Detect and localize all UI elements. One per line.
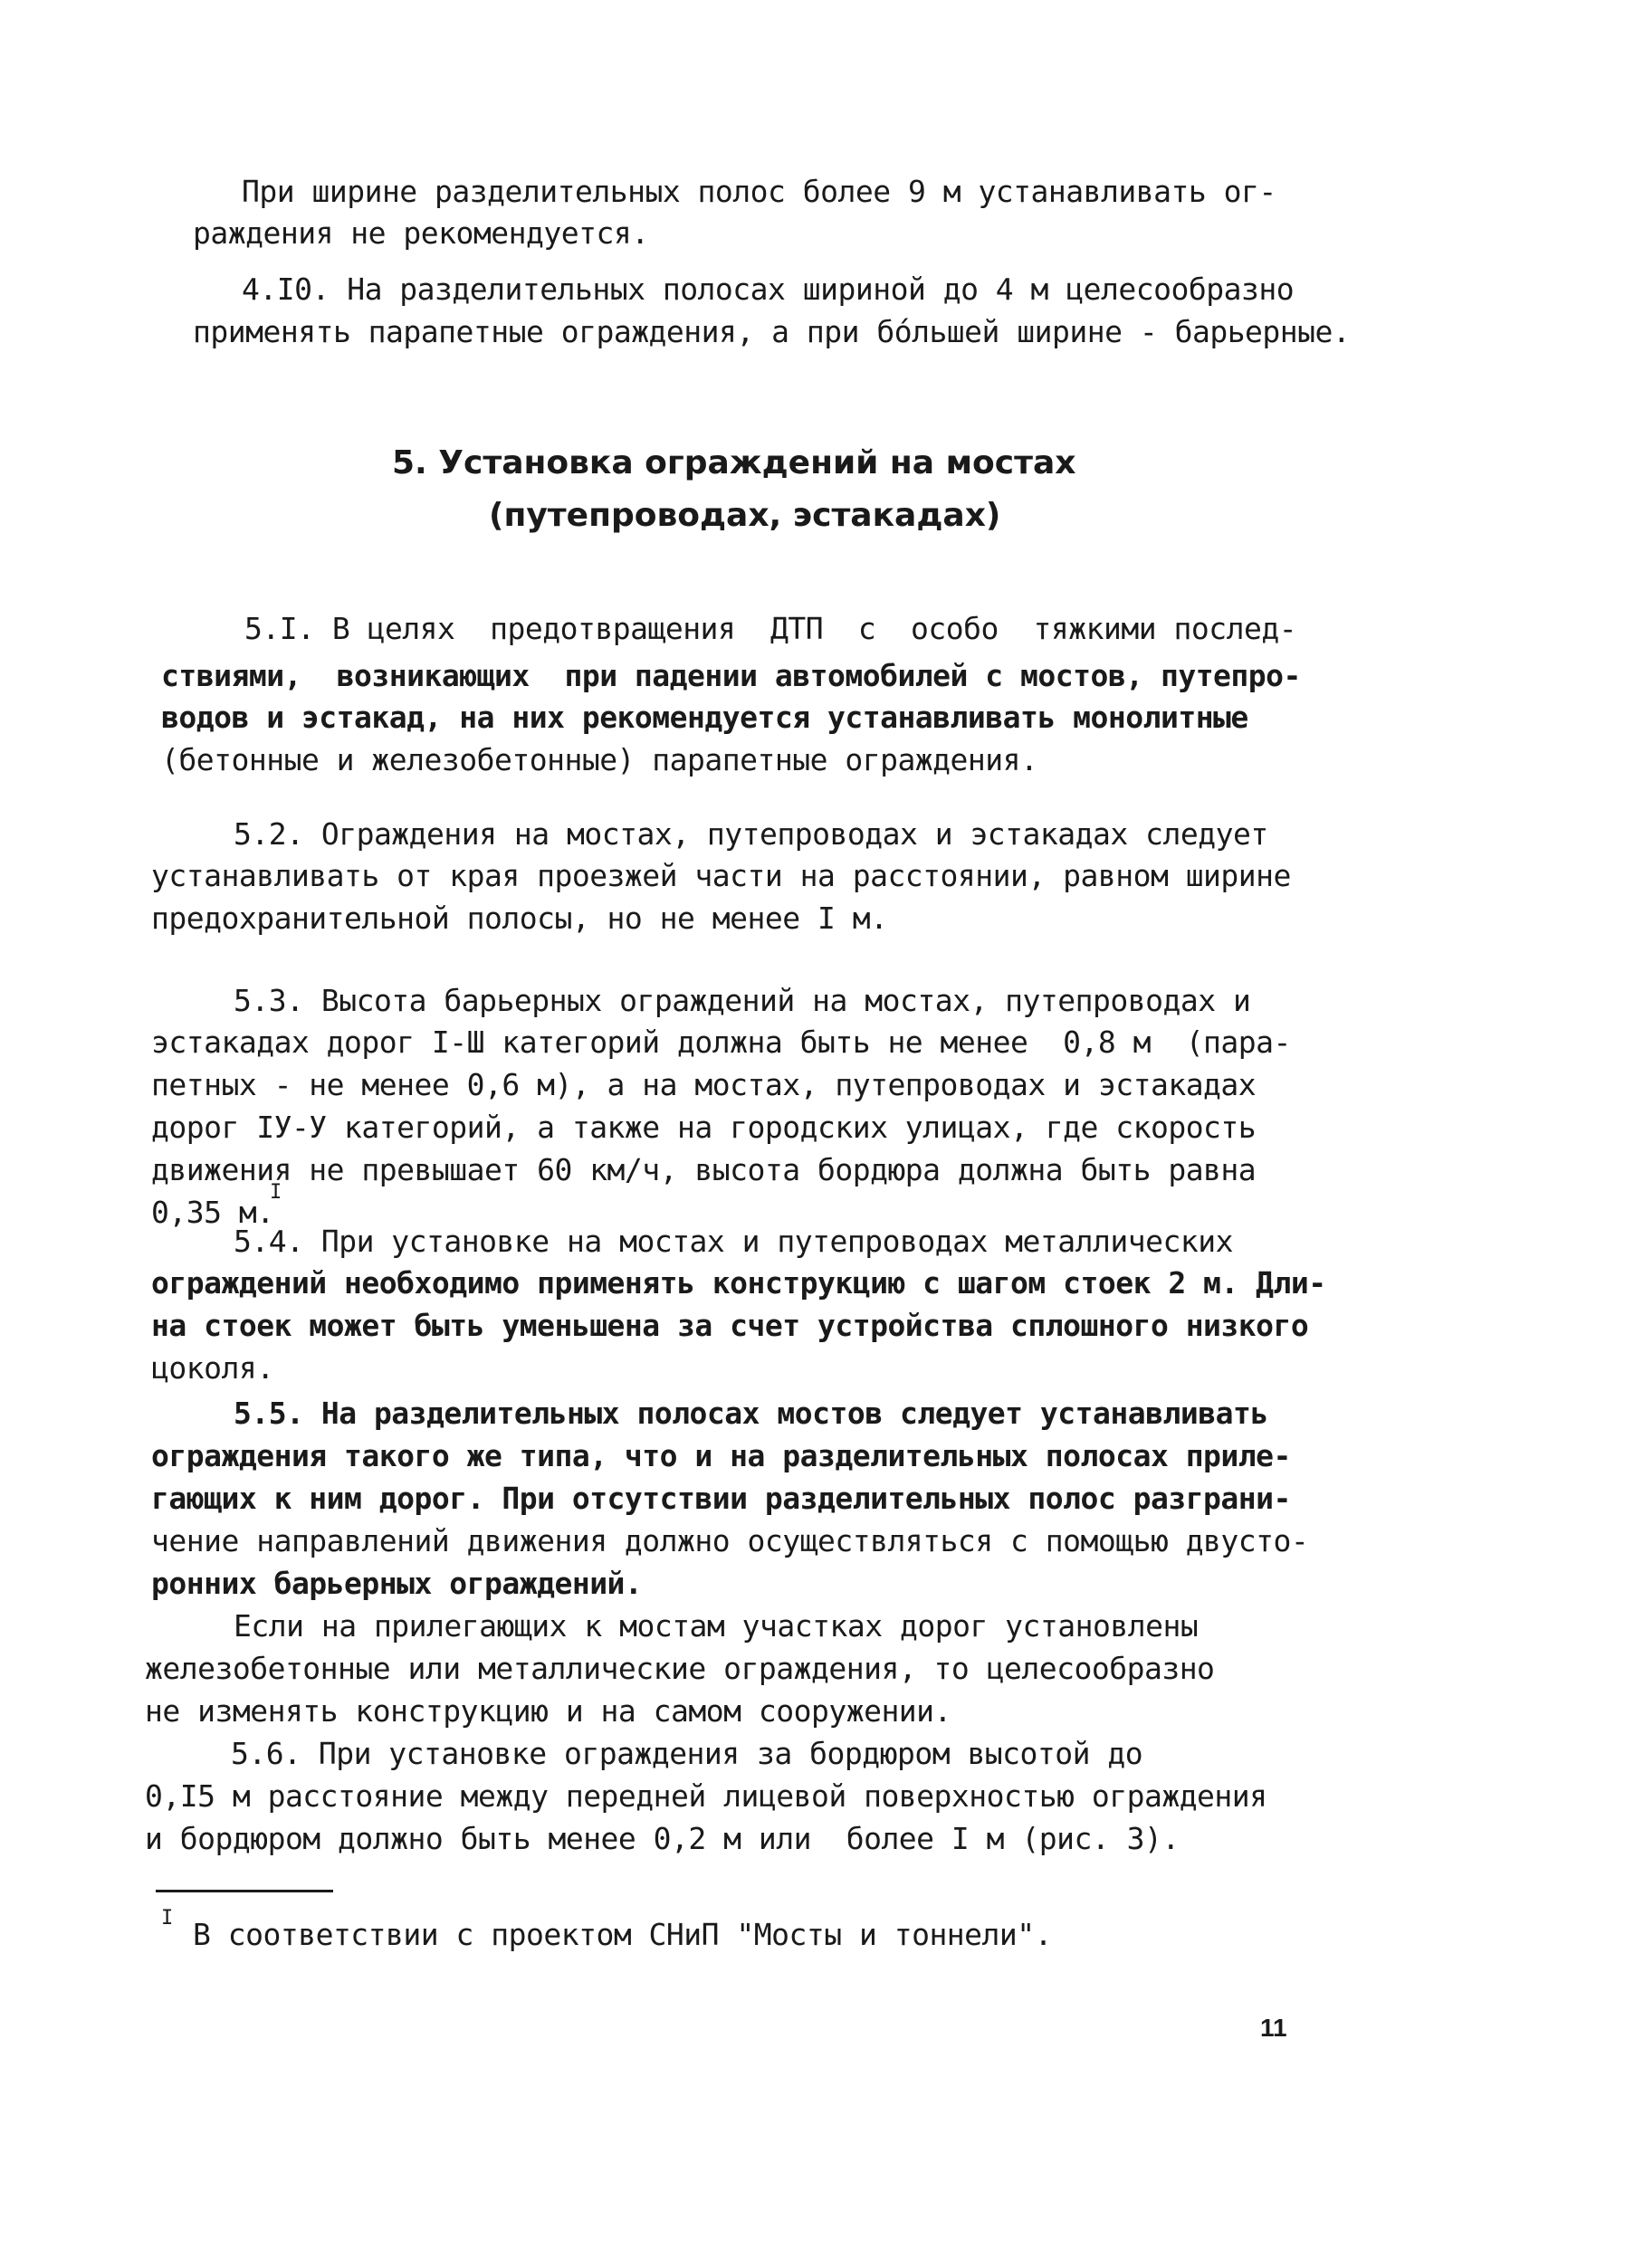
- paragraph-4-10-line-2: применять парапетные ограждения, а при бо́льшей ширине - барьерные.: [193, 314, 1351, 349]
- footnote-reference-mark: I: [270, 1181, 282, 1204]
- paragraph-5-4-line-1: 5.4. При установке на мостах и путепроводах металлических: [234, 1224, 1233, 1259]
- paragraph-5-3-line-6: 0,35 м.: [151, 1195, 274, 1230]
- footnote-text: В соответствии с проектом СНиП "Мосты и тоннели".: [193, 1917, 1053, 1952]
- paragraph-5-5-line-3: гающих к ним дорог. При отсутствии разделительных полос разграни-: [151, 1481, 1291, 1516]
- footnote-separator: [156, 1890, 333, 1892]
- intro-line-1: При ширине разделительных полос более 9 м устанавливать ог-: [242, 174, 1276, 209]
- paragraph-5-1-line-3: водов и эстакад, на них рекомендуется устанавливать монолитные: [161, 700, 1248, 735]
- section-title-line-2: (путепроводах, эстакадах): [489, 497, 1001, 534]
- section-title-line-1: 5. Установка ограждений на мостах: [392, 444, 1076, 481]
- paragraph-5-3-line-1: 5.3. Высота барьерных ограждений на мостах, путепроводах и: [234, 983, 1251, 1018]
- paragraph-5-5-line-1: 5.5. На разделительных полосах мостов следует устанавливать: [234, 1396, 1268, 1431]
- paragraph-5-1-line-2: ствиями, возникающих при падении автомобилей с мостов, путепро-: [161, 658, 1301, 693]
- paragraph-5-5-line-4: чение направлений движения должно осуществляться с помощью двусто-: [151, 1523, 1309, 1558]
- paragraph-5-5-line-5: ронних барьерных ограждений.: [151, 1566, 643, 1601]
- paragraph-5-4-line-4: цоколя.: [151, 1350, 274, 1386]
- page-number: 11: [1260, 2014, 1287, 2042]
- paragraph-5-1-line-1: 5.I. В целях предотвращения ДТП с особо тяжкими послед-: [244, 611, 1297, 646]
- paragraph-5-4-line-2: ограждений необходимо применять конструкцию с шагом стоек 2 м. Дли-: [151, 1265, 1326, 1301]
- intro-line-2: раждения не рекомендуется.: [193, 215, 649, 251]
- paragraph-5-3-line-4: дорог IУ-У категорий, а также на городских улицах, где скорость: [151, 1110, 1257, 1145]
- paragraph-5-3-line-3: петных - не менее 0,6 м), а на мостах, путепроводах и эстакадах: [151, 1067, 1257, 1102]
- paragraph-5-3-line-2: эстакадах дорог I-Ш категорий должна быть не менее 0,8 м (пара-: [151, 1024, 1291, 1060]
- paragraph-4-10-line-1: 4.I0. На разделительных полосах шириной до 4 м целесообразно: [242, 272, 1295, 307]
- paragraph-5-2-line-2: устанавливать от края проезжей части на расстоянии, равном ширине: [151, 858, 1291, 893]
- footnote-mark: I: [161, 1907, 174, 1930]
- paragraph-5-5-line-8: не изменять конструкцию и на самом сооружении.: [145, 1693, 951, 1729]
- paragraph-5-2-line-3: предохранительной полосы, но не менее I м.: [151, 901, 888, 936]
- paragraph-5-5-line-6: Если на прилегающих к мостам участках дорог установлены: [234, 1608, 1199, 1644]
- paragraph-5-5-line-7: железобетонные или металлические ограждения, то целесообразно: [145, 1651, 1215, 1686]
- paragraph-5-6-line-2: 0,I5 м расстояние между передней лицевой поверхностью ограждения: [145, 1778, 1267, 1814]
- paragraph-5-6-line-1: 5.6. При установке ограждения за бордюром высотой до: [231, 1736, 1143, 1771]
- paragraph-5-6-line-3: и бордюром должно быть менее 0,2 м или более I м (рис. 3).: [145, 1821, 1180, 1856]
- paragraph-5-5-line-2: ограждения такого же типа, что и на разделительных полосах приле-: [151, 1438, 1291, 1473]
- paragraph-5-4-line-3: на стоек может быть уменьшена за счет устройства сплошного низкого: [151, 1308, 1309, 1343]
- paragraph-5-3-line-5: движения не превышает 60 км/ч, высота бордюра должна быть равна: [151, 1152, 1257, 1187]
- paragraph-5-2-line-1: 5.2. Ограждения на мостах, путепроводах и эстакадах следует: [234, 816, 1268, 852]
- paragraph-5-1-line-4: (бетонные и железобетонные) парапетные ограждения.: [161, 742, 1038, 777]
